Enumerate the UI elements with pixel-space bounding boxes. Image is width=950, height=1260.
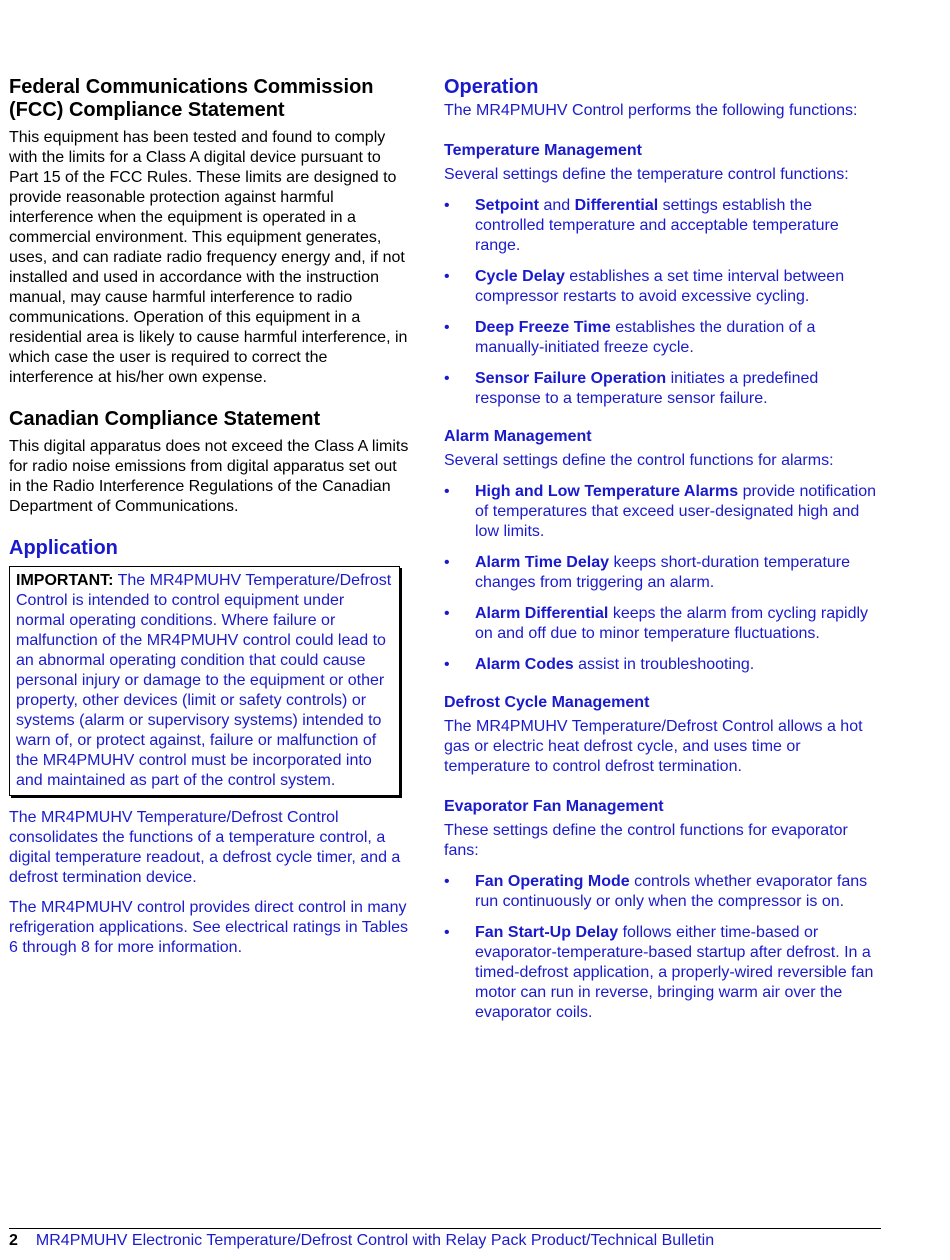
bullet-term: Differential <box>574 197 659 214</box>
bullet-icon: • <box>444 924 450 941</box>
important-notice <box>16 571 393 791</box>
application-heading: Application <box>9 537 118 559</box>
list-item <box>444 369 884 409</box>
bullet-text: keeps short-duration temperature changes from triggering an alarm. <box>475 554 851 591</box>
list-item <box>444 553 884 593</box>
bullet-icon: • <box>444 873 450 890</box>
right-column <box>444 76 884 1034</box>
bullet-text: keeps the alarm from cycling rapidly on and off due to minor temperature fluctuations. <box>475 605 869 642</box>
bullet-icon: • <box>444 605 450 622</box>
list-item <box>444 872 884 912</box>
canadian-body: This digital apparatus does not exceed the Class A limits for radio noise emissions from digital apparatus set out in the Radio Interference Regulations of the Canadian Department of Communications. <box>9 438 409 515</box>
bullet-icon: • <box>444 319 450 336</box>
bullet-term: Fan Start-Up Delay <box>475 924 619 941</box>
bullet-term: Cycle Delay <box>475 268 565 285</box>
fan-bullet-list <box>444 872 884 1023</box>
bullet-term: Alarm Time Delay <box>475 554 609 571</box>
list-item <box>444 923 884 1023</box>
bullet-term: Alarm Codes <box>475 656 574 673</box>
defrost-cycle-body: The MR4PMUHV Temperature/Defrost Control allows a hot gas or electric heat defrost cycle, and uses time or temperature to control defrost termination. <box>444 718 863 775</box>
fcc-body: This equipment has been tested and found to comply with the limits for a Class A digital device pursuant to Part 15 of the FCC Rules. These limits are designed to provide reasonable protection against harmful interference when the equipment is operated in a commercial environment. This equipment generates, uses, and can radiate radio frequency energy and, if not installed and used in accordance with the instruction manual, may cause harmful interference to radio communications. Operation of this equipment in a residential area is likely to cause harmful interference, in which case the user is required to correct the interference at his/her own expense. <box>9 129 408 386</box>
page-number: 2 <box>9 1232 18 1249</box>
bullet-text: follows either time-based or evaporator-temperature-based startup after defrost. In a timed-defrost application, a properly-wired reversible fan motor can run in reverse, bringing warm air over the evaporator coils. <box>475 924 874 1021</box>
application-para-1: The MR4PMUHV Temperature/Defrost Control consolidates the functions of a temperature control, a digital temperature readout, a defrost cycle timer, and a defrost termination device. <box>9 809 401 886</box>
alarm-management-heading: Alarm Management <box>444 428 592 445</box>
temperature-management-heading: Temperature Management <box>444 142 642 159</box>
important-label: IMPORTANT: <box>16 572 114 589</box>
bullet-text: initiates a predefined response to a temperature sensor failure. <box>475 370 819 407</box>
alarm-management-intro: Several settings define the control functions for alarms: <box>444 452 834 469</box>
page-footer <box>9 1231 714 1251</box>
bullet-text: assist in troubleshooting. <box>573 656 755 673</box>
bullet-icon: • <box>444 268 450 285</box>
bullet-term: Setpoint <box>475 197 539 214</box>
operation-intro: The MR4PMUHV Control performs the following functions: <box>444 102 858 119</box>
bullet-text: establishes a set time interval between compressor restarts to avoid excessive cycling. <box>475 268 845 305</box>
bullet-text: and <box>539 197 575 214</box>
bullet-text: controls whether evaporator fans run continuously or only when the compressor is on. <box>475 873 868 910</box>
list-item <box>444 196 884 256</box>
temperature-bullet-list <box>444 196 884 409</box>
list-item <box>444 482 884 542</box>
bullet-icon: • <box>444 656 450 673</box>
important-notice-box <box>9 566 400 796</box>
defrost-cycle-heading: Defrost Cycle Management <box>444 694 650 711</box>
bullet-icon: • <box>444 483 450 500</box>
bullet-term: Fan Operating Mode <box>475 873 630 890</box>
evaporator-fan-intro: These settings define the control functions for evaporator fans: <box>444 822 848 859</box>
footer-title: MR4PMUHV Electronic Temperature/Defrost Control with Relay Pack Product/Technical Bulletin <box>35 1232 715 1249</box>
list-item <box>444 318 884 358</box>
bullet-term: Sensor Failure Operation <box>475 370 667 387</box>
bullet-icon: • <box>444 197 450 214</box>
bullet-term: Alarm Differential <box>475 605 609 622</box>
fcc-heading: Federal Communications Commission (FCC) Compliance Statement <box>9 76 374 121</box>
bullet-text: provide notification of temperatures that exceed user-designated high and low limits. <box>475 483 877 540</box>
alarm-bullet-list <box>444 482 884 675</box>
canadian-heading: Canadian Compliance Statement <box>9 408 321 430</box>
operation-heading: Operation <box>444 76 539 98</box>
list-item <box>444 267 884 307</box>
bullet-term: Deep Freeze Time <box>475 319 611 336</box>
list-item <box>444 604 884 644</box>
temperature-management-intro: Several settings define the temperature control functions: <box>444 166 849 183</box>
list-item <box>444 655 884 675</box>
bullet-term: High and Low Temperature Alarms <box>475 483 739 500</box>
application-para-2: The MR4PMUHV control provides direct control in many refrigeration applications. See electrical ratings in Tables 6 through 8 for more information. <box>9 899 409 956</box>
bullet-icon: • <box>444 554 450 571</box>
bullet-text: settings establish the controlled temperature and acceptable temperature range. <box>475 197 839 254</box>
important-text: The MR4PMUHV Temperature/Defrost Control is intended to control equipment under normal operating conditions. Where failure or malfunction of the MR4PMUHV control could lead to an abnormal operating condition that could cause personal injury or damage to the equipment or other property, other devices (limit or safety controls) or systems (alarm or supervisory systems) intended to warn of, or protect against, failure or malfunction of the MR4PMUHV control must be incorporated into and maintained as part of the control system. <box>16 572 392 789</box>
left-column <box>9 76 409 958</box>
footer-divider <box>9 1228 881 1229</box>
bullet-icon: • <box>444 370 450 387</box>
bullet-text: establishes the duration of a manually-initiated freeze cycle. <box>475 319 816 356</box>
evaporator-fan-heading: Evaporator Fan Management <box>444 798 664 815</box>
